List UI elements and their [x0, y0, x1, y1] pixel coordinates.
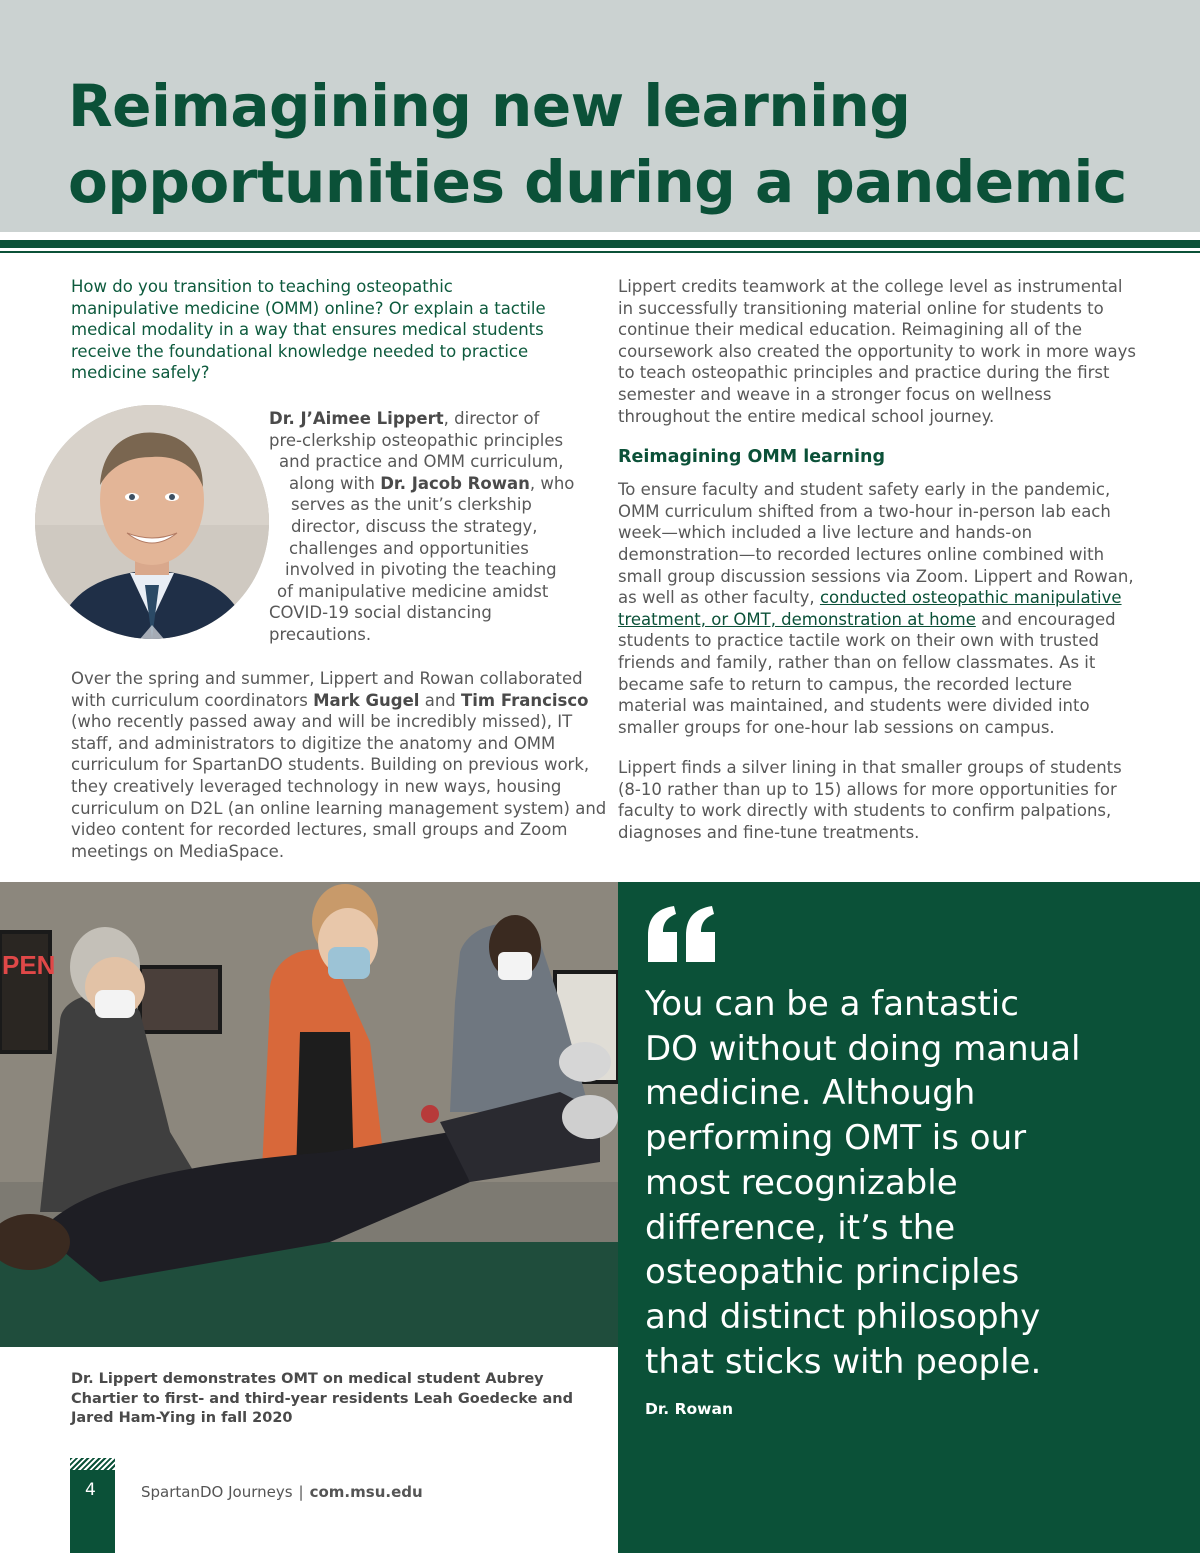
safety-text-b: and encouraged students to practice tactile work on their own with trusted friends and family, rather than on fellow classmates. As it became safe to return to campus, the recorded lecture material was maintained, and students were divided into smaller groups for one-hour lab sessions on campus. — [618, 609, 1116, 737]
quote-line: and distinct philosophy — [645, 1296, 1041, 1337]
footer — [141, 1483, 423, 1501]
photo-caption: Dr. Lippert demonstrates OMT on medical student Aubrey Chartier to first- and third-year residents Leah Goedecke and Jared Ham-Ying in fall 2020 — [71, 1371, 573, 1427]
photo-illustration — [0, 882, 618, 1347]
quote-text — [645, 982, 1185, 1384]
page-number-tab — [70, 1458, 115, 1553]
title-line-1: Reimagining new learning — [68, 72, 911, 140]
portrait-line-5: serves as the unit’s clerkship — [291, 495, 532, 515]
right-column — [618, 276, 1138, 863]
quote-mark-icon — [644, 906, 720, 962]
portrait-line-6: director, discuss the strategy, — [291, 516, 538, 536]
quote-line: You can be a fantastic — [645, 984, 1019, 1024]
section-subhead: Reimagining OMM learning — [618, 447, 885, 468]
page-title — [68, 68, 1127, 220]
quote-line: performing OMT is our — [645, 1118, 1027, 1159]
portrait-line-4b: , who — [529, 473, 575, 493]
footer-separator: | — [298, 1483, 304, 1501]
portrait-line-2: pre-clerkship osteopathic principles — [269, 430, 564, 450]
page-number: 4 — [85, 1480, 96, 1500]
omt-demo-link[interactable]: conducted osteopathic manipulative treatment, or OMT, demonstration at home — [618, 588, 1122, 629]
portrait-line-9: of manipulative medicine amidst — [277, 581, 549, 601]
portrait-line-10: COVID-19 social distancing — [269, 603, 492, 623]
portrait-line-1 — [269, 408, 609, 430]
quote-line: osteopathic principles — [645, 1252, 1020, 1293]
safety-paragraph — [618, 479, 1138, 738]
collab-and: and — [419, 690, 462, 710]
header-banner — [0, 0, 1200, 232]
portrait-line-11: precautions. — [269, 624, 372, 644]
title-line-2: opportunities during a pandemic — [68, 148, 1127, 216]
photo-sign-text: PEN — [2, 950, 56, 980]
pull-quote — [618, 882, 1200, 1553]
publication-name: SpartanDO Journeys — [141, 1483, 293, 1501]
portrait-line-8: involved in pivoting the teaching — [285, 560, 557, 580]
header-rule-thin — [0, 251, 1200, 253]
portrait-line-4a: along with — [289, 473, 381, 493]
silver-lining-paragraph: Lippert finds a silver lining in that smaller groups of students (8-10 rather than up to 15) allows for more opportunities for faculty to work directly with students to confirm palpations, diagnoses and fine-tune treatments. — [618, 758, 1122, 843]
portrait-wrap-text — [269, 408, 609, 646]
teamwork-paragraph: Lippert credits teamwork at the college level as instrumental in successfully transitioning material online for students to continue their medical education. Reimagining all of the coursework also created the opportunity to work in more ways to teach osteopathic principles and practice during the first semester and weave in a stronger focus on wellness throughout the entire medical school journey. — [618, 277, 1136, 426]
portrait-illustration — [35, 405, 269, 639]
francisco-name: Tim Francisco — [461, 690, 589, 710]
portrait-line-1-rest: , director of — [443, 409, 540, 428]
quote-line: medicine. Although — [645, 1073, 976, 1114]
quote-line: that sticks with people. — [645, 1341, 1042, 1382]
safety-text-a: To ensure faculty and student safety early in the pandemic, OMM curriculum shifted from a two-hour in-person lab each week—which included a live lecture and hands-on demonstration—to recorded lectures online combined with small group discussion sessions via Zoom. Lippert and Rowan, as well as other faculty, — [618, 480, 1134, 608]
lippert-name: Dr. J’Aimee Lippert — [269, 409, 444, 428]
quote-attribution: Dr. Rowan — [645, 1400, 733, 1418]
quote-line: most recognizable — [645, 1162, 958, 1203]
portrait-photo — [35, 405, 269, 639]
page-tab-hatch — [70, 1458, 115, 1470]
intro-paragraph — [71, 276, 561, 384]
portrait-line-7: challenges and opportunities — [289, 538, 529, 558]
collaboration-paragraph — [71, 668, 611, 862]
collab-text-a: Over the spring and summer, Lippert and Rowan collaborated with curriculum coordinators — [71, 669, 583, 710]
collab-text-b: (who recently passed away and will be incredibly missed), IT staff, and administrators to digitize the anatomy and OMM curriculum for SpartanDO students. Building on previous work, they creatively leveraged technology in new ways, housing curriculum on D2L (an online learning management system) and video content for recorded lectures, small groups and Zoom meetings on MediaSpace. — [71, 712, 607, 861]
quote-line: DO without doing manual — [645, 1028, 1081, 1069]
quote-line: difference, it’s the — [645, 1207, 956, 1248]
portrait-line-4 — [269, 473, 609, 495]
footer-url[interactable]: com.msu.edu — [309, 1483, 423, 1501]
portrait-line-3: and practice and OMM curriculum, — [279, 452, 564, 472]
collaboration-text — [71, 668, 611, 862]
intro-text: How do you transition to teaching osteopathic manipulative medicine (OMM) online? Or explain a tactile medical modality in a way that ensures medical students receive the foundational knowledge needed to practice medicine safely? — [71, 277, 546, 383]
omt-demonstration-photo — [0, 882, 618, 1347]
rowan-name: Dr. Jacob Rowan — [380, 473, 530, 493]
header-rule-thick — [0, 240, 1200, 248]
gugel-name: Mark Gugel — [313, 690, 420, 710]
